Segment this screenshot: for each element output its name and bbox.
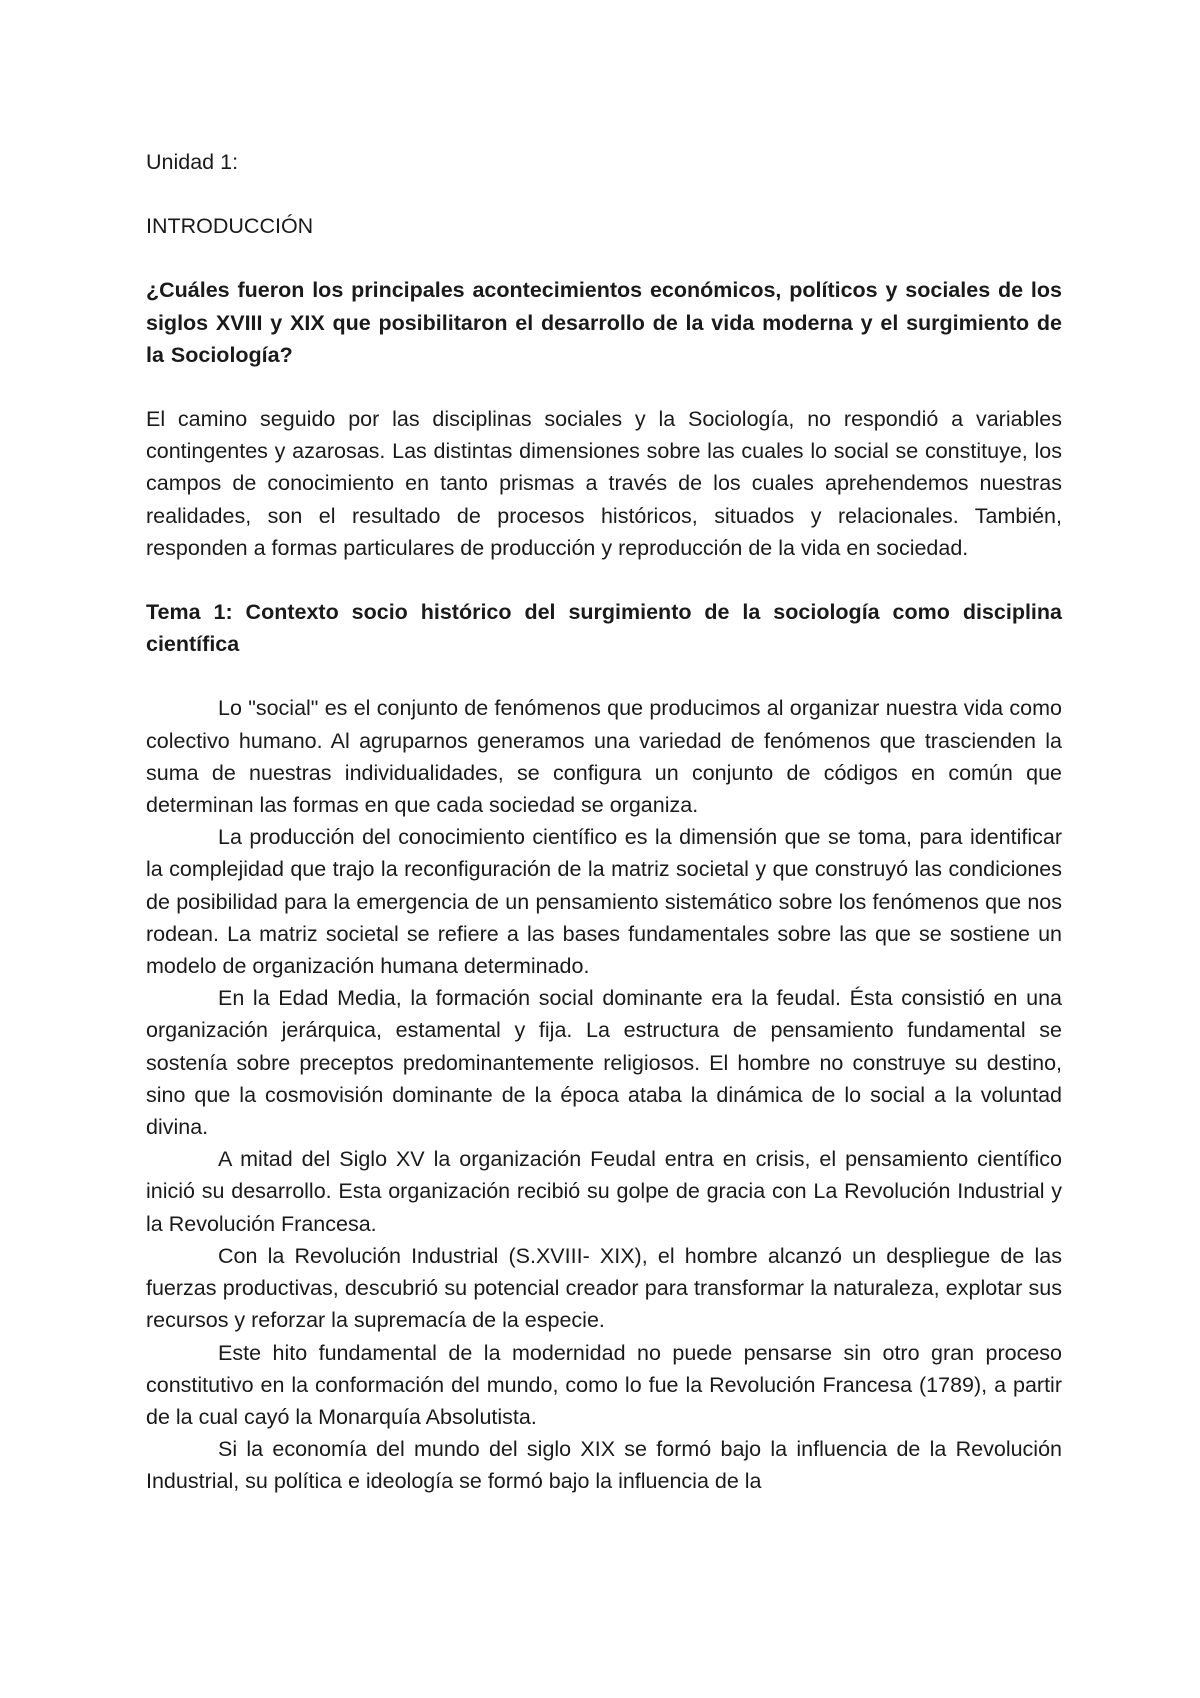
body-paragraph: Lo "social" es el conjunto de fenómenos que producimos al organizar nuestra vida como colectivo humano. Al agruparnos generamos una variedad de fenómenos que trascienden la suma de nuestras individualidades, se configura un conjunto de códigos en común que determinan las formas en que cada sociedad se organiza. [146,696,1062,818]
body-paragraph: Con la Revolución Industrial (S.XVIII- XIX), el hombre alcanzó un despliegue de las fuerzas productivas, descubrió su potencial creador para transformar la naturaleza, explotar sus recursos y reforzar la supremacía de la especie. [146,1243,1062,1333]
unit-heading: Unidad 1: [146,150,239,174]
tema-heading: Tema 1: Contexto socio histórico del surgimiento de la sociología como disciplina científica [146,600,1062,657]
document-body [146,146,1062,1498]
body-paragraph: Si la economía del mundo del siglo XIX se formó bajo la influencia de la Revolución Industrial, su política e ideología se formó bajo la influencia de la [146,1437,1062,1494]
body-paragraph: La producción del conocimiento científico es la dimensión que se toma, para identificar la complejidad que trajo la reconfiguración de la matriz societal y que construyó las condiciones de posibilidad para la emergencia de un pensamiento sistemático sobre los fenómenos que nos rodean. La matriz societal se refiere a las bases fundamentales sobre las que se sostiene un modelo de organización humana determinado. [146,825,1062,979]
body-paragraph: A mitad del Siglo XV la organización Feudal entra en crisis, el pensamiento científico inició su desarrollo. Esta organización recibió su golpe de gracia con La Revolución Industrial y la Revolución Francesa. [146,1147,1062,1236]
body-paragraph: Este hito fundamental de la modernidad no puede pensarse sin otro gran proceso constitutivo en la conformación del mundo, como lo fue la Revolución Francesa (1789), a partir de la cual cayó la Monarquía Absolutista. [146,1340,1062,1429]
guiding-question: ¿Cuáles fueron los principales acontecimientos económicos, políticos y sociales de los siglos XVIII y XIX que posibilitaron el desarrollo de la vida moderna y el surgimiento de la Sociología? [146,278,1062,367]
section-heading: INTRODUCCIÓN [146,214,314,239]
intro-paragraph: El camino seguido por las disciplinas sociales y la Sociología, no respondió a variables contingentes y azarosas. Las distintas dimensiones sobre las cuales lo social se constituye, los campos de conocimiento en tanto prismas a través de los cuales aprehendemos nuestras realidades, son el resultado de procesos históricos, situados y relacionales. También, responden a formas particulares de producción y reproducción de la vida en sociedad. [146,407,1062,560]
body-paragraph: En la Edad Media, la formación social dominante era la feudal. Ésta consistió en una organización jerárquica, estamental y fija. La estructura de pensamiento fundamental se sostenía sobre preceptos predominantemente religiosos. El hombre no construye su destino, sino que la cosmovisión dominante de la época ataba la dinámica de lo social a la voluntad divina. [146,986,1062,1140]
